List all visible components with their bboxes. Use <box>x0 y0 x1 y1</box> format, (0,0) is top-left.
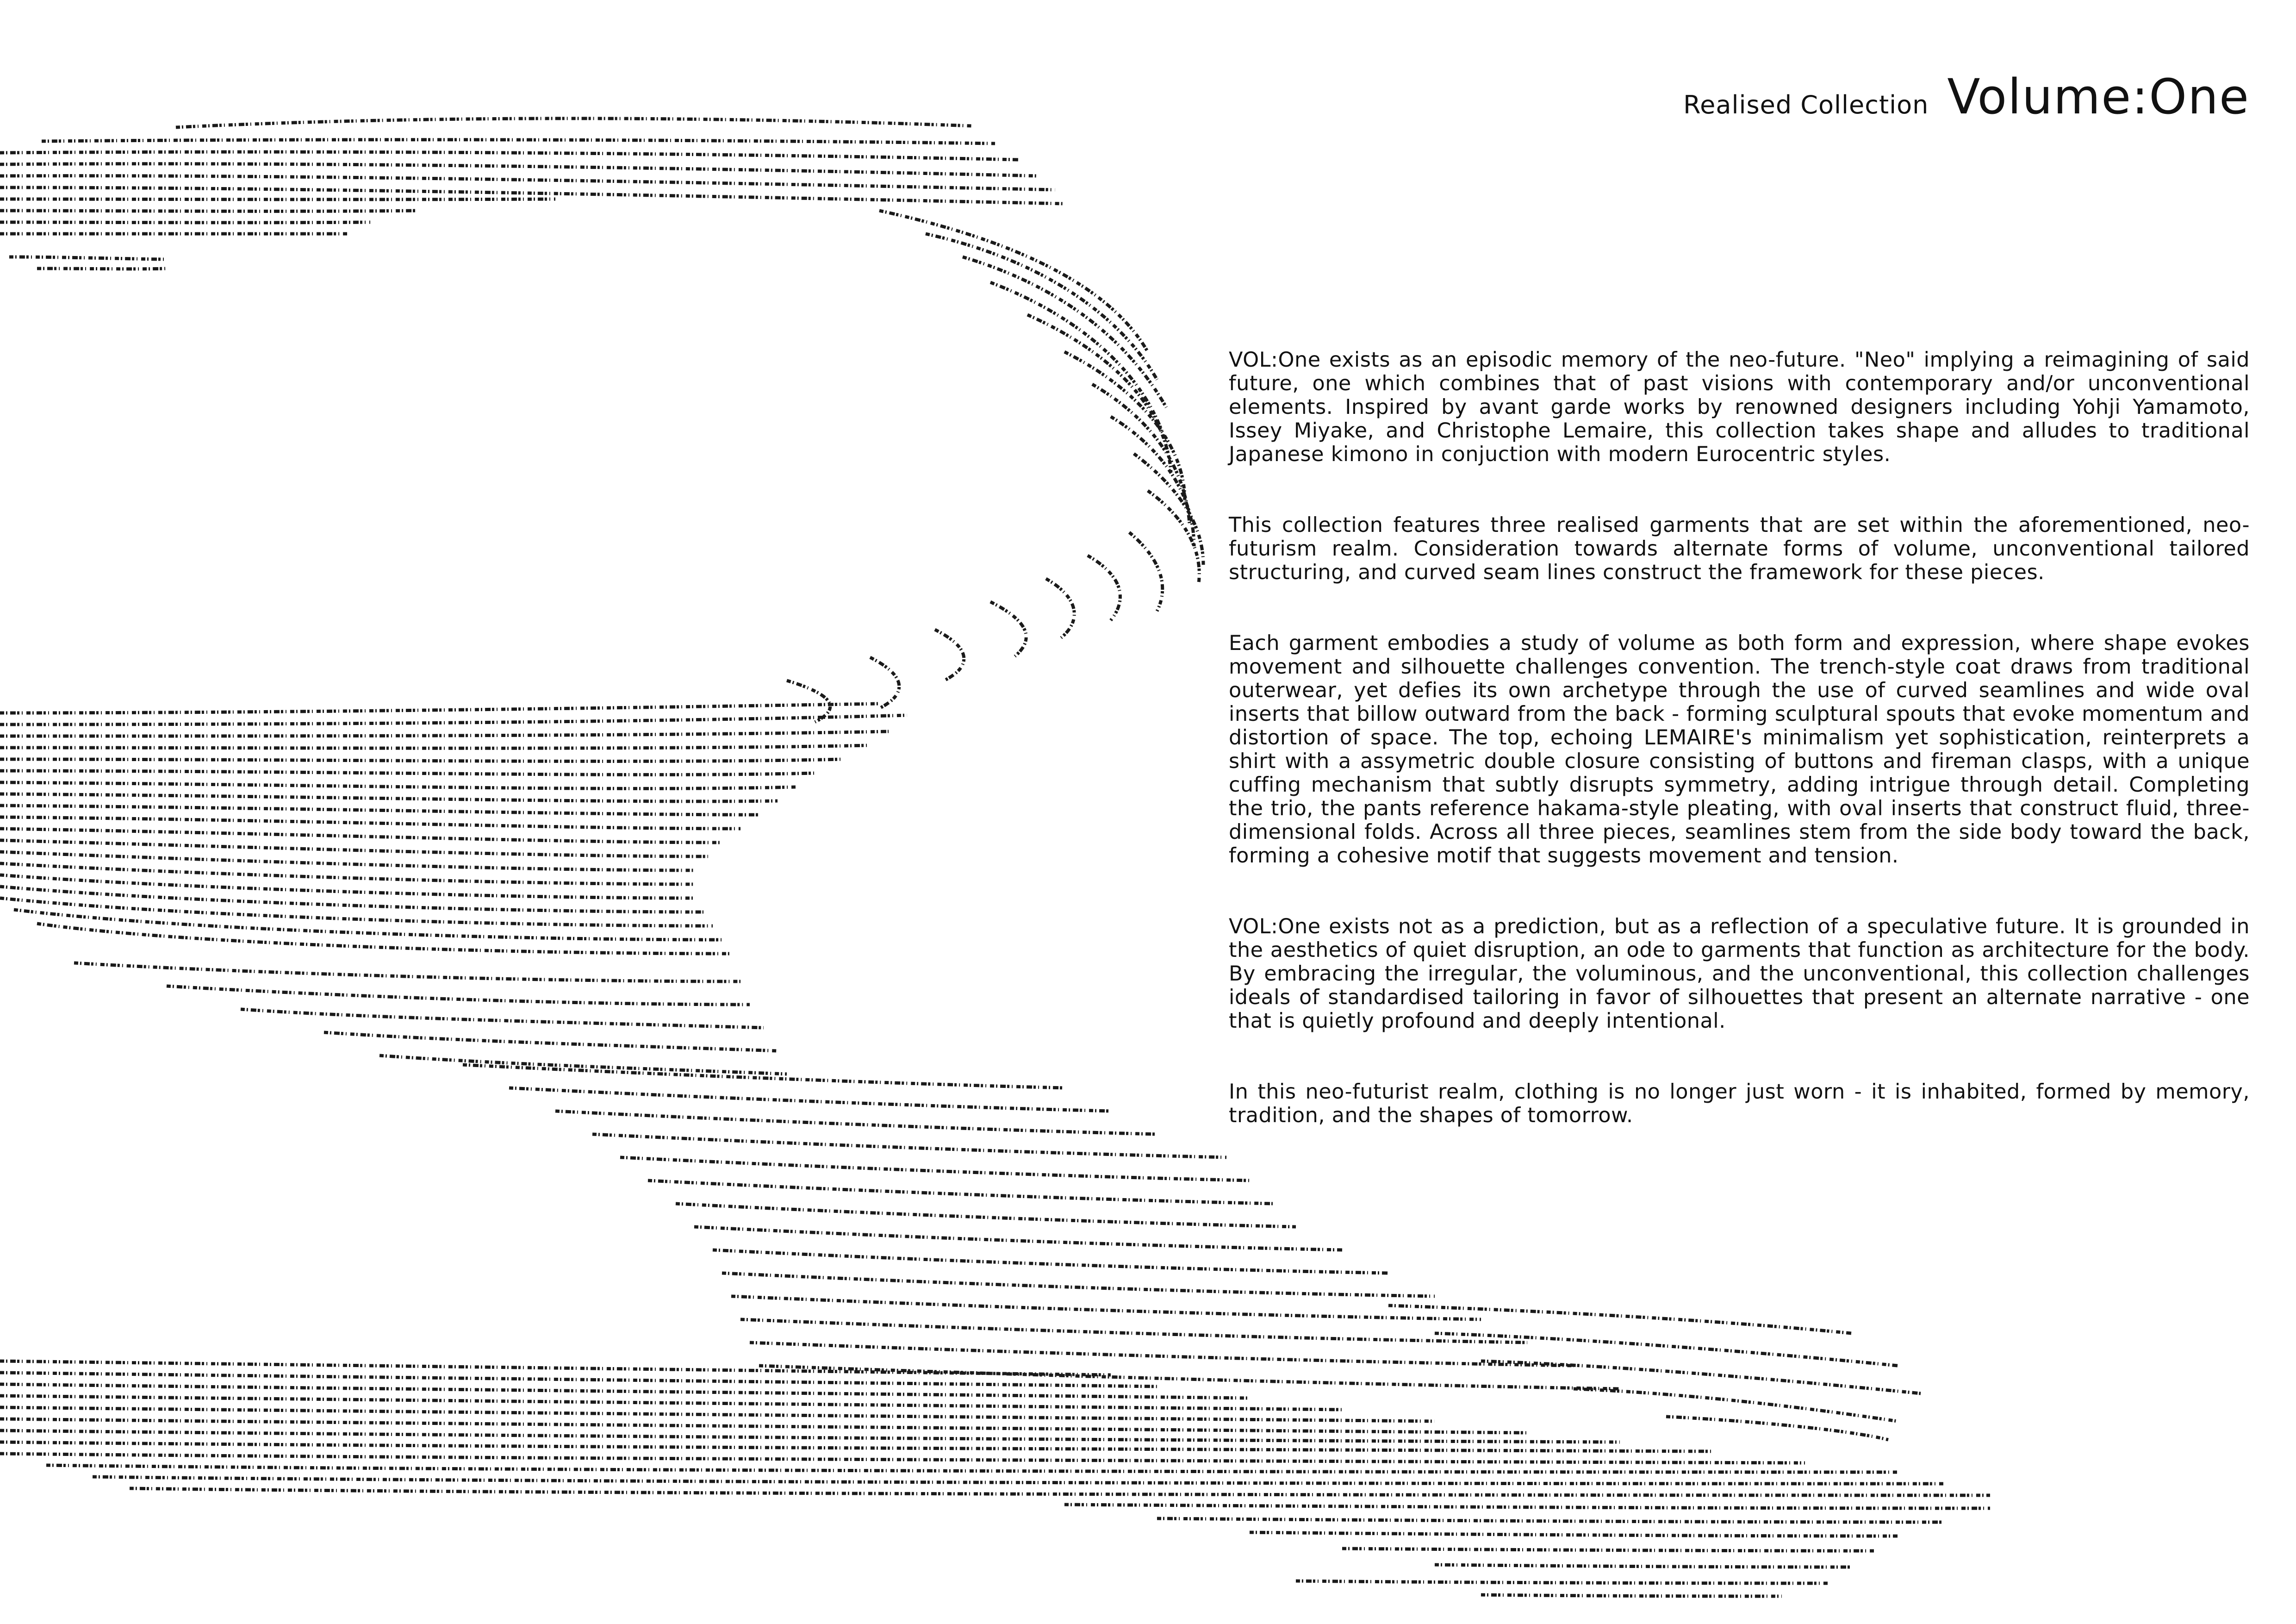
collection-description <box>1229 348 2250 1127</box>
ascii-art-right-tail <box>1388 1305 1921 1440</box>
ascii-art-descending-curve <box>787 211 1203 722</box>
volume-title: Volume:One <box>1947 69 2250 125</box>
ascii-art-upper-band <box>0 119 1064 269</box>
paragraph-garment-details: Each garment embodies a study of volume as both form and expression, where shape evokes movement and silhouette challenges convention. The trench-style coat draws from traditional outerwear, yet defies its own archetype through the use of curved seamlines and wide oval inserts that billow outward from the back - forming sculptural spouts that evoke momentum and distortion of space. The top, echoing LEMAIRE's minimalism yet sophistication, reinterprets a shirt with a assymetric double closure consisting of buttons and fireman clasps, with a unique cuffing mechanism that subtly disrupts symmetry, adding intrigue through detail. Completing the trio, the pants reference hakama-style pleating, with oval inserts that construct fluid, three-dimensional folds. Across all three pieces, seamlines stem from the side body toward the back, forming a cohesive motif that suggests movement and tension. <box>1229 631 2250 868</box>
page-header <box>1683 69 2250 125</box>
paragraph-intro: VOL:One exists as an episodic memory of the neo-future. "Neo" implying a reimagining of said future, one which combines that of past visions with contemporary and/or unconventional elements. Inspired by avant garde works by renowned designers including Yohji Yamamoto, Issey Miyake, and Christophe Lemaire, this collection takes shape and alludes to traditional Japanese kimono in conjuction with modern Eurocentric styles. <box>1229 348 2250 466</box>
paragraph-garments-overview: This collection features three realised garments that are set within the aforementioned, neo-futurism realm. Consideration towards alternate forms of volume, unconventional tailored structuring, and curved seam lines construct the framework for these pieces. <box>1229 513 2250 584</box>
paragraph-reflection: VOL:One exists not as a prediction, but as a reflection of a speculative future. It is grounded in the aesthetics of quiet disruption, an ode to garments that function as architecture for the body. By embracing the irregular, the voluminous, and the unconventional, this collection challenges ideals of standardised tailoring in favor of silhouettes that present an alternate narrative - one that is quietly profound and deeply intentional. <box>1229 915 2250 1033</box>
paragraph-closing: In this neo-futurist realm, clothing is no longer just worn - it is inhabited, formed by memory, tradition, and the shapes of tomorrow. <box>1229 1080 2250 1127</box>
collection-label: Realised Collection <box>1683 90 1929 119</box>
ascii-art-middle-band <box>0 704 907 1074</box>
